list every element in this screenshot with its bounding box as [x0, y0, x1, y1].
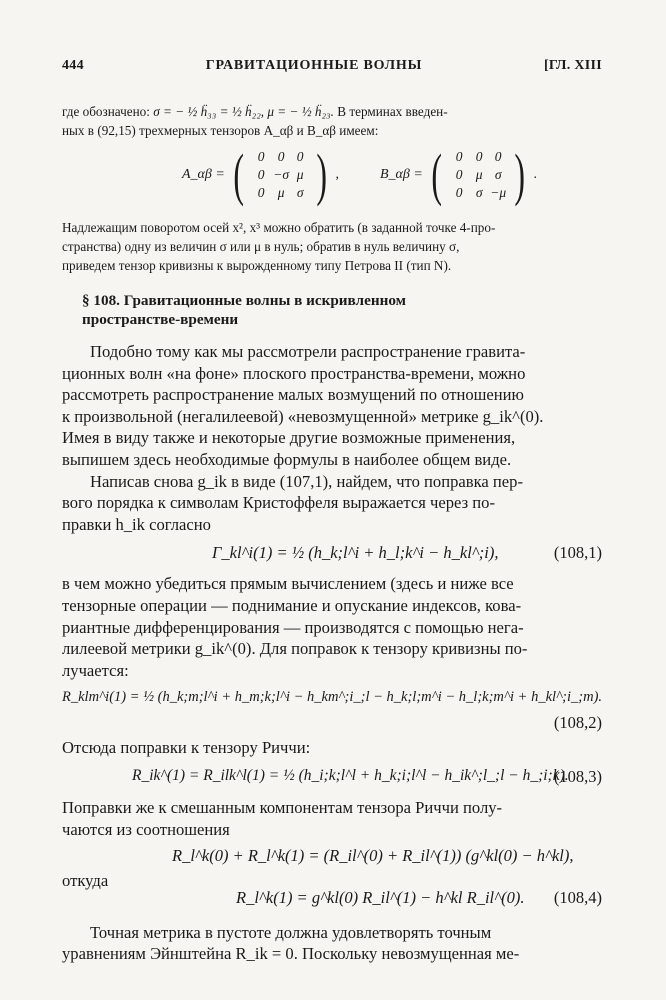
equation-number: (108,4) — [553, 887, 602, 907]
intro-line-2: ных в (92,15) трехмерных тензоров A_αβ и B_αβ имеем: — [62, 123, 379, 138]
intro-line-1 — [62, 102, 602, 121]
ricci-intro — [62, 737, 602, 759]
paragraph-4 — [62, 797, 602, 840]
paragraph-1 — [62, 341, 602, 471]
section-title-line: пространстве-времени — [82, 311, 239, 328]
text-line: вого порядка к символам Кристоффеля выражается через по- — [62, 493, 495, 513]
matrix-b-label: B_αβ = — [380, 167, 423, 182]
matrix-equations — [62, 142, 602, 216]
text-line: откуда — [62, 871, 109, 891]
matrix-a-grid — [252, 149, 308, 201]
running-title: ГРАВИТАЦИОННЫЕ ВОЛНЫ — [205, 58, 423, 73]
matrix-b-grid — [450, 149, 506, 201]
note-line: странства) одну из величин σ или μ в нуль; обратив в нуль величину σ, — [62, 239, 460, 254]
matrix-a-cell: 0 — [296, 149, 304, 164]
matrix-a-cell: 0 — [277, 149, 285, 164]
intro-block — [62, 102, 602, 140]
page-header — [62, 58, 602, 74]
intro-text-end: В терминах введен- — [337, 104, 448, 119]
text-line: ционных волн «на фоне» плоского пространства-времени, можно — [62, 363, 526, 383]
equation-expression: R_l^k(1) = g^kl(0) R_il^(1) − h^kl R_il^(0). — [236, 887, 525, 907]
text-line: к произвольной (негалилеевой) «невозмущенной» метрике g_ik^(0). — [62, 406, 544, 426]
note-line: приведем тензор кривизны к вырожденному типу Петрова II (тип N). — [62, 258, 452, 273]
chapter-label: [ГЛ. XIII — [543, 58, 602, 73]
text-line: в чем можно убедиться прямым вычислением (здесь и ниже все — [62, 574, 514, 594]
matrix-b-cell: μ — [475, 167, 483, 182]
equation-108-3 — [62, 759, 602, 797]
note-line: Надлежащим поворотом осей x², x³ можно обратить (в заданной точке 4-про- — [62, 220, 496, 235]
section-title-line: § 108. Гравитационные волны в искривленном — [82, 292, 406, 309]
matrix-a-cell: 0 — [257, 167, 265, 182]
equation-number: (108,1) — [553, 543, 602, 563]
text-line: Подобно тому как мы рассмотрели распространение гравита- — [90, 342, 526, 361]
equation-expression: R_klm^i(1) = ½ (h_k;m;l^i + h_m;k;l^i − h_km^;i_;l − h_k;l;m^i − h_l;k;m^i + h_kl^;i_;m). — [62, 689, 603, 706]
matrix-a-cell: μ — [296, 167, 304, 182]
text-line: уравнениям Эйнштейна R_ik = 0. Поскольку невозмущенная ме- — [62, 944, 520, 964]
equation-expression: R_ik^(1) = R_ilk^l(1) = ½ (h_i;k;l^l + h_k;i;l^l − h_ik^;l_;l − h_;i;k). — [132, 766, 569, 784]
text-line: выпишем здесь необходимые формулы в наиболее общем виде. — [62, 449, 512, 469]
matrix-b-cell: σ — [475, 185, 483, 200]
text-line: чаются из соотношения — [62, 819, 230, 839]
matrix-a-cell: 0 — [257, 185, 265, 200]
text-line: Написав снова g_ik в виде (107,1), найдем, что поправка пер- — [90, 471, 523, 491]
matrix-b-cell: 0 — [455, 149, 463, 164]
text-line: лучается: — [62, 660, 129, 680]
matrix-a-cell: 0 — [257, 149, 265, 164]
matrix-b-cell: 0 — [455, 185, 463, 200]
intro-formula: σ = − ½ ḧ₃₃ = ½ ḧ₂₂, μ = − ½ ḧ₂₃. — [153, 104, 334, 119]
text-line: лилеевой метрики g_ik^(0). Для поправок к тензору кривизны по- — [62, 639, 528, 659]
note-block — [62, 218, 602, 275]
text-line: рассмотреть распространение малых возмущений по отношению — [62, 385, 524, 405]
book-page — [62, 58, 602, 965]
matrix-b-cell: 0 — [494, 149, 502, 164]
matrix-b-cell: −μ — [490, 185, 507, 200]
paragraph-2 — [62, 471, 602, 536]
text-line: Отсюда поправки к тензору Риччи: — [62, 738, 311, 758]
matrix-a-label: A_αβ = — [182, 167, 225, 182]
equation-expression: Γ_kl^i(1) = ½ (h_k;l^i + h_l;k^i − h_kl^;i), — [212, 543, 499, 563]
matrix-a-cell: −σ — [273, 167, 290, 182]
text-line: Имея в виду также и некоторые другие возможные применения, — [62, 428, 516, 448]
matrix-b-cell: σ — [494, 167, 502, 182]
section-heading — [82, 291, 602, 329]
equation-108-1 — [62, 535, 602, 573]
equation-number: (108,3) — [553, 766, 602, 786]
equation-mixed-ricci — [62, 840, 602, 870]
text-line: тензорные операции — поднимание и опускание индексов, кова- — [62, 595, 522, 615]
text-line: Точная метрика в пустоте должна удовлетворять точным — [90, 922, 492, 942]
matrix-a: A_αβ = ( 0 0 0 0 −σ μ 0 μ σ ) , — [182, 142, 339, 207]
paragraph-3 — [62, 573, 602, 681]
matrix-b-cell: 0 — [475, 149, 483, 164]
equation-number: (108,2) — [553, 713, 602, 733]
matrix-b-cell: 0 — [455, 167, 463, 182]
paragraph-5 — [62, 922, 602, 965]
equation-108-4 — [62, 880, 602, 914]
matrix-a-cell: σ — [296, 185, 304, 200]
intro-text: где обозначено: — [62, 104, 150, 119]
matrix-b: B_αβ = ( 0 0 0 0 μ σ 0 σ −μ ) . — [380, 142, 537, 207]
equation-108-2 — [62, 681, 602, 737]
equation-expression: R_l^k(0) + R_l^k(1) = (R_il^(0) + R_il^(1)) (g^kl(0) − h^kl), — [172, 846, 574, 866]
text-line: Поправки же к смешанным компонентам тензора Риччи полу- — [62, 797, 503, 817]
text-line: правки h_ik согласно — [62, 514, 211, 534]
text-line: риантные дифференцирования — производятся с помощью нега- — [62, 617, 524, 637]
page-number: 444 — [62, 58, 84, 73]
matrix-a-cell: μ — [277, 185, 285, 200]
